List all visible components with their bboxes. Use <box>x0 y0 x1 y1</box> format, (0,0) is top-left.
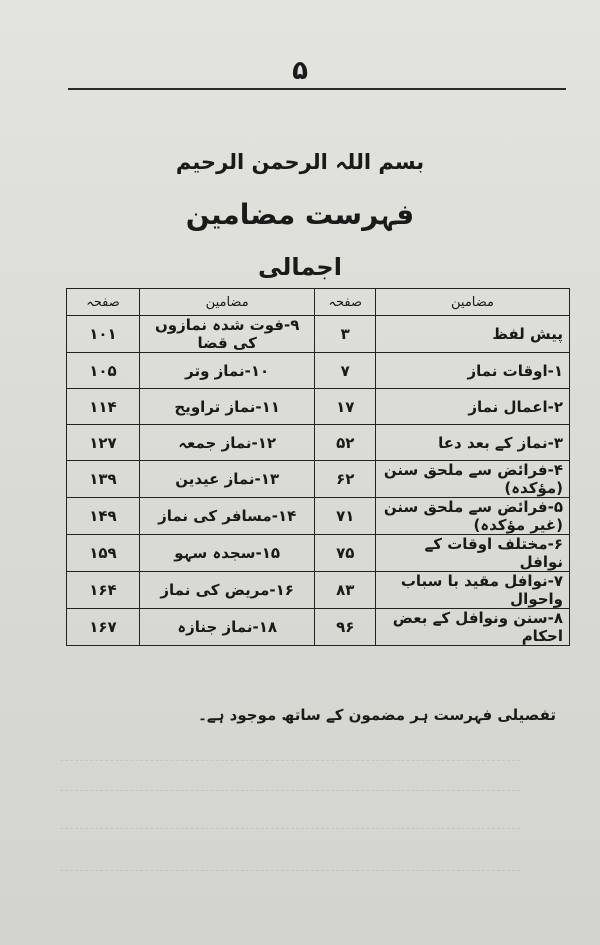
table-row <box>67 461 570 498</box>
chapter-title: ۱۲-نماز جمعہ <box>139 425 315 461</box>
chapter-title: ۵-فرائض سے ملحق سنن (غیر مؤکدہ) <box>376 498 570 535</box>
chapter-page: ۳ <box>315 316 376 353</box>
chapter-title: ۱۸-نماز جنازہ <box>139 609 315 646</box>
page-number: ۵ <box>292 56 308 86</box>
table-row <box>67 535 570 572</box>
chapter-title: ۱۰-نماز وتر <box>139 353 315 389</box>
bleed-through-line <box>60 870 520 872</box>
chapter-page: ۸۳ <box>315 572 376 609</box>
table-row <box>67 609 570 646</box>
chapter-title: ۱۵-سجدہ سہو <box>139 535 315 572</box>
chapter-title: ۱۶-مریض کی نماز <box>139 572 315 609</box>
detail-note: تفصیلی فہرست ہر مضمون کے ساتھ موجود ہے۔ <box>198 706 556 724</box>
chapter-title: ۲-اعمال نماز <box>376 389 570 425</box>
table-row <box>67 316 570 353</box>
chapter-page: ۵۲ <box>315 425 376 461</box>
chapter-page: ۷۱ <box>315 498 376 535</box>
chapter-page: ۱۰۱ <box>67 316 140 353</box>
chapter-page: ۱۶۷ <box>67 609 140 646</box>
chapter-title: ۱۱-نماز تراویح <box>139 389 315 425</box>
chapter-title: ۹-فوت شدہ نمازوں کی قضا <box>139 316 315 353</box>
chapter-title: ۶-مختلف اوقات کے نوافل <box>376 535 570 572</box>
chapter-title: ۸-سنن ونوافل کے بعض احکام <box>376 609 570 646</box>
contents-table <box>66 288 570 646</box>
chapter-title: ۴-فرائض سے ملحق سنن (مؤکدہ) <box>376 461 570 498</box>
chapter-page: ۱۰۵ <box>67 353 140 389</box>
chapter-title: ۱۴-مسافر کی نماز <box>139 498 315 535</box>
chapter-title: ۱۳-نماز عیدین <box>139 461 315 498</box>
chapter-title: ۱-اوقات نماز <box>376 353 570 389</box>
table-row <box>67 353 570 389</box>
chapter-page: ۱۳۹ <box>67 461 140 498</box>
chapter-page: ۱۵۹ <box>67 535 140 572</box>
bleed-through-line <box>60 790 520 792</box>
chapter-page: ۱۶۴ <box>67 572 140 609</box>
chapter-page: ۷ <box>315 353 376 389</box>
header-title-col2: مضامین <box>139 289 315 316</box>
bleed-through-line <box>60 828 520 830</box>
chapter-page: ۶۲ <box>315 461 376 498</box>
chapter-page: ۱۲۷ <box>67 425 140 461</box>
chapter-title: ۳-نماز کے بعد دعا <box>376 425 570 461</box>
table-row <box>67 498 570 535</box>
header-page-col1: صفحہ <box>315 289 376 316</box>
header-rule <box>68 88 566 90</box>
chapter-title: پیش لفظ <box>376 316 570 353</box>
bismillah: بسم اللہ الرحمن الرحیم <box>175 150 425 174</box>
table-header-row <box>67 289 570 316</box>
chapter-page: ۷۵ <box>315 535 376 572</box>
page-title: فہرست مضامین <box>185 198 415 231</box>
header-title-col1: مضامین <box>376 289 570 316</box>
chapter-title: ۷-نوافل مقید با سباب واحوال <box>376 572 570 609</box>
chapter-page: ۱۱۴ <box>67 389 140 425</box>
table-row <box>67 389 570 425</box>
page-subtitle: اجمالی <box>258 253 342 281</box>
chapter-page: ۹۶ <box>315 609 376 646</box>
table-row <box>67 572 570 609</box>
header-page-col2: صفحہ <box>67 289 140 316</box>
table-row <box>67 425 570 461</box>
chapter-page: ۱۴۹ <box>67 498 140 535</box>
chapter-page: ۱۷ <box>315 389 376 425</box>
bleed-through-line <box>60 760 520 762</box>
